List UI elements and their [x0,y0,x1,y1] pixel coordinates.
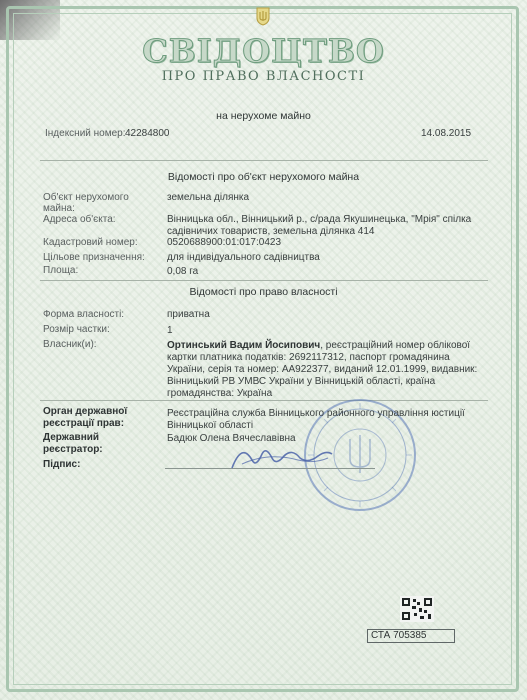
share-label: Розмір частки: [43,324,110,335]
divider [40,400,488,401]
divider [40,280,488,281]
owner-details-line1 [167,340,470,352]
area-value: 0,08 га [167,266,199,277]
registrar-label-line2: реєстратор: [43,444,103,455]
owner-details-line2: картки платника податків: 2692117312, паспорт громадянина [167,352,450,363]
object-label-line1: Об'єкт нерухомого [43,192,129,203]
authority-label-line1: Орган державної [43,406,128,417]
object-section-heading: Відомості про об'єкт нерухомого майна [167,171,360,183]
issue-date: 14.08.2015 [421,128,472,139]
authority-value-line1: Реєстраційна служба Вінницького районного управління юстиції [167,408,465,419]
qr-code-icon [400,596,434,622]
authority-value-line2: Вінницької області [167,420,254,431]
owner-details-line4: Вінницький РВ УМВС України у Вінницькій області, країна [167,376,436,387]
cadastral-label: Кадастровий номер: [43,237,138,248]
address-value-line1: Вінницька обл., Вінницький р., с/рада Якушинецька, "Мрія" спілка [167,214,472,225]
owner-details-line5: громадянства: Україна [167,388,273,399]
ownership-section-heading: Відомості про право власності [189,286,338,298]
owner-details-tail: , реєстраційний номер облікової [320,340,471,351]
purpose-value: для індивідуального садівництва [167,252,320,263]
address-label: Адреса об'єкта: [43,214,116,225]
document-subtitle: ПРО ПРАВО ВЛАСНОСТІ [161,69,366,84]
trident-emblem-icon [253,6,273,26]
owner-name: Ортинський Вадим Йосипович [167,340,321,351]
index-number-value: 42284800 [125,128,170,139]
authority-label-line2: реєстрації прав: [43,418,125,429]
serial-number: СТА 705385 [371,630,427,641]
property-type-heading: на нерухоме майно [216,110,311,122]
address-value-line2: садівничих товариств, земельна ділянка 414 [167,226,375,237]
handwritten-signature [228,438,336,478]
owner-details-line3: України, серія та номер: АА922377, виданий 12.01.1999, видавник: [167,364,478,375]
owner-label: Власник(и): [43,339,97,350]
registrar-label-line1: Державний [43,432,100,443]
area-label: Площа: [43,265,79,276]
index-number-label: Індексний номер: [45,128,126,139]
registrar-value: Бадюк Олена Вячеславівна [167,433,296,444]
divider [40,160,488,161]
purpose-label: Цільове призначення: [43,252,145,263]
ownership-form-value: приватна [167,309,210,320]
object-label-line2: майна: [43,203,75,214]
share-value: 1 [167,325,173,336]
signature-label: Підпис: [43,459,81,470]
cadastral-value: 0520688900:01:017:0423 [167,237,282,248]
object-value: земельна ділянка [167,192,250,203]
document-title: СВІДОЦТВО [142,32,385,70]
ownership-form-label: Форма власності: [43,309,125,320]
